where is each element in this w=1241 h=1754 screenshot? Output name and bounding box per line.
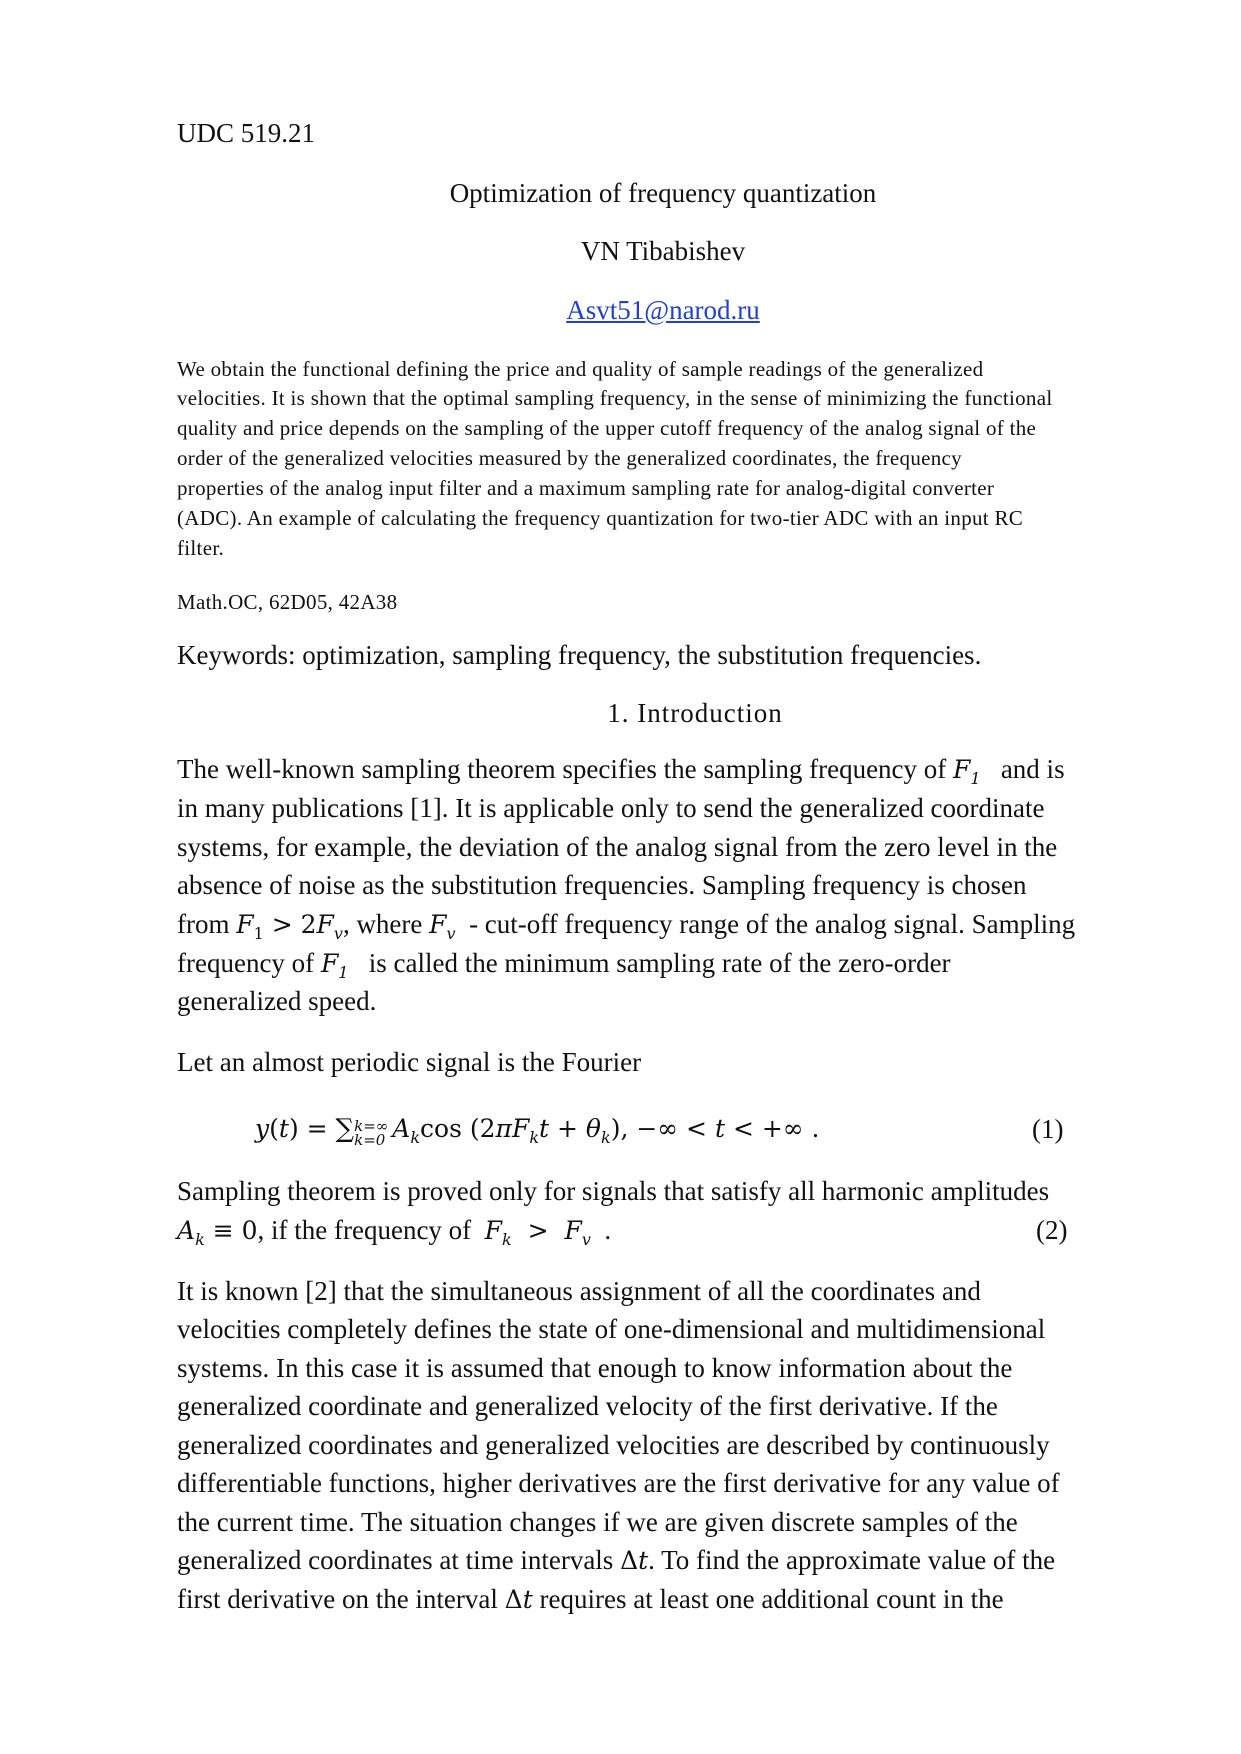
para-line: differentiable functions, higher derivatives are the first derivative for any value of [177,1468,1060,1498]
intro-line: from $F_1 > 2F_v$, where $F_v - cut-off$ frequency range of the analog signal. Sampling [177,909,1076,943]
abstract-line: (ADC). An example of calculating the frequency quantization for two-tier ADC with an input RC [177,506,1024,530]
para-line: generalized coordinates and generalized velocities are described by continuously [177,1430,1050,1460]
intro-line: systems, for example, the deviation of the analog signal from the zero level in the [177,832,1058,862]
fourier-intro: Let an almost periodic signal is the Fourier [177,1047,642,1077]
equation-2-number: (2) [1036,1215,1068,1245]
abstract-line: velocities. It is shown that the optimal sampling frequency, in the sense of minimizing the functional [177,386,1053,410]
intro-line: The well-known sampling theorem specifies the sampling frequency of $F_1$ and is [177,754,1065,788]
para-line: systems. In this case it is assumed that enough to know information about the [177,1353,1013,1383]
theorem-line: $A_k \equiv 0$, if the frequency of $F_k > F_v$ . [177,1215,612,1249]
para-line: generalized coordinates at time intervals Δt. To find the approximate value of the [177,1545,1056,1575]
intro-line: in many publications [1]. It is applicable only to send the generalized coordinate [177,793,1045,823]
equation-1: y(t) = ∑k=∞ k=0 $A_k\cos$ $(2\pi F_kt + \theta_k)$, −∞ < t < +∞ . [255,1114,820,1150]
math-f1: $F_1$ [320,949,349,982]
para-line: the current time. The situation changes if we are given discrete samples of the [177,1507,1018,1537]
para-line: generalized coordinate and generalized velocity of the first derivative. If the [177,1391,998,1421]
abstract-line: properties of the analog input filter and a maximum sampling rate for analog-digital converter [177,476,995,500]
section-heading: 1. Introduction [607,698,783,728]
abstract-line: We obtain the functional defining the price and quality of sample readings of the generalized [177,357,984,381]
math-ak-zero: $A_k \equiv 0$ [177,1216,258,1249]
abstract-line: order of the generalized velocities measured by the generalized coordinates, the frequency [177,446,962,470]
intro-line: absence of noise as the substitution frequencies. Sampling frequency is chosen [177,870,1027,900]
abstract-line: quality and price depends on the sampling of the upper cutoff frequency of the analog signal of the [177,416,1037,440]
abstract-line: filter. [177,536,225,560]
math-fk-gt-fv: $F_k > F_v$ [484,1216,591,1249]
msc-codes: Math.OC, 62D05, 42A38 [177,590,398,614]
equation-1-number: (1) [1032,1114,1064,1144]
math-delta-t: Δt [504,1585,533,1614]
intro-line: generalized speed. [177,986,377,1016]
math-f1: $F_1$ [953,755,981,788]
math-inequality: $F_1 > 2F_v$ [236,910,343,943]
intro-line: frequency of $F_1$ is called the minimum sampling rate of the zero-order [177,948,951,982]
keywords: Keywords: optimization, sampling frequency, the substitution frequencies. [177,640,982,670]
para-line: It is known [2] that the simultaneous assignment of all the coordinates and [177,1276,981,1306]
para-line: velocities completely defines the state of one-dimensional and multidimensional [177,1314,1046,1344]
math-delta-t: Δt [620,1546,649,1575]
math-fv: $F_v$ [429,910,456,943]
author-name: VN Tibabishev [580,236,746,266]
para-line: first derivative on the interval Δt requires at least one additional count in the [177,1584,1004,1614]
theorem-line: Sampling theorem is proved only for signals that satisfy all harmonic amplitudes [177,1176,1050,1206]
email-link[interactable]: Asvt51@narod.ru [566,295,760,325]
paper-title: Optimization of frequency quantization [449,178,877,208]
udc-code: UDC 519.21 [177,118,316,148]
author-email [0,295,1241,326]
